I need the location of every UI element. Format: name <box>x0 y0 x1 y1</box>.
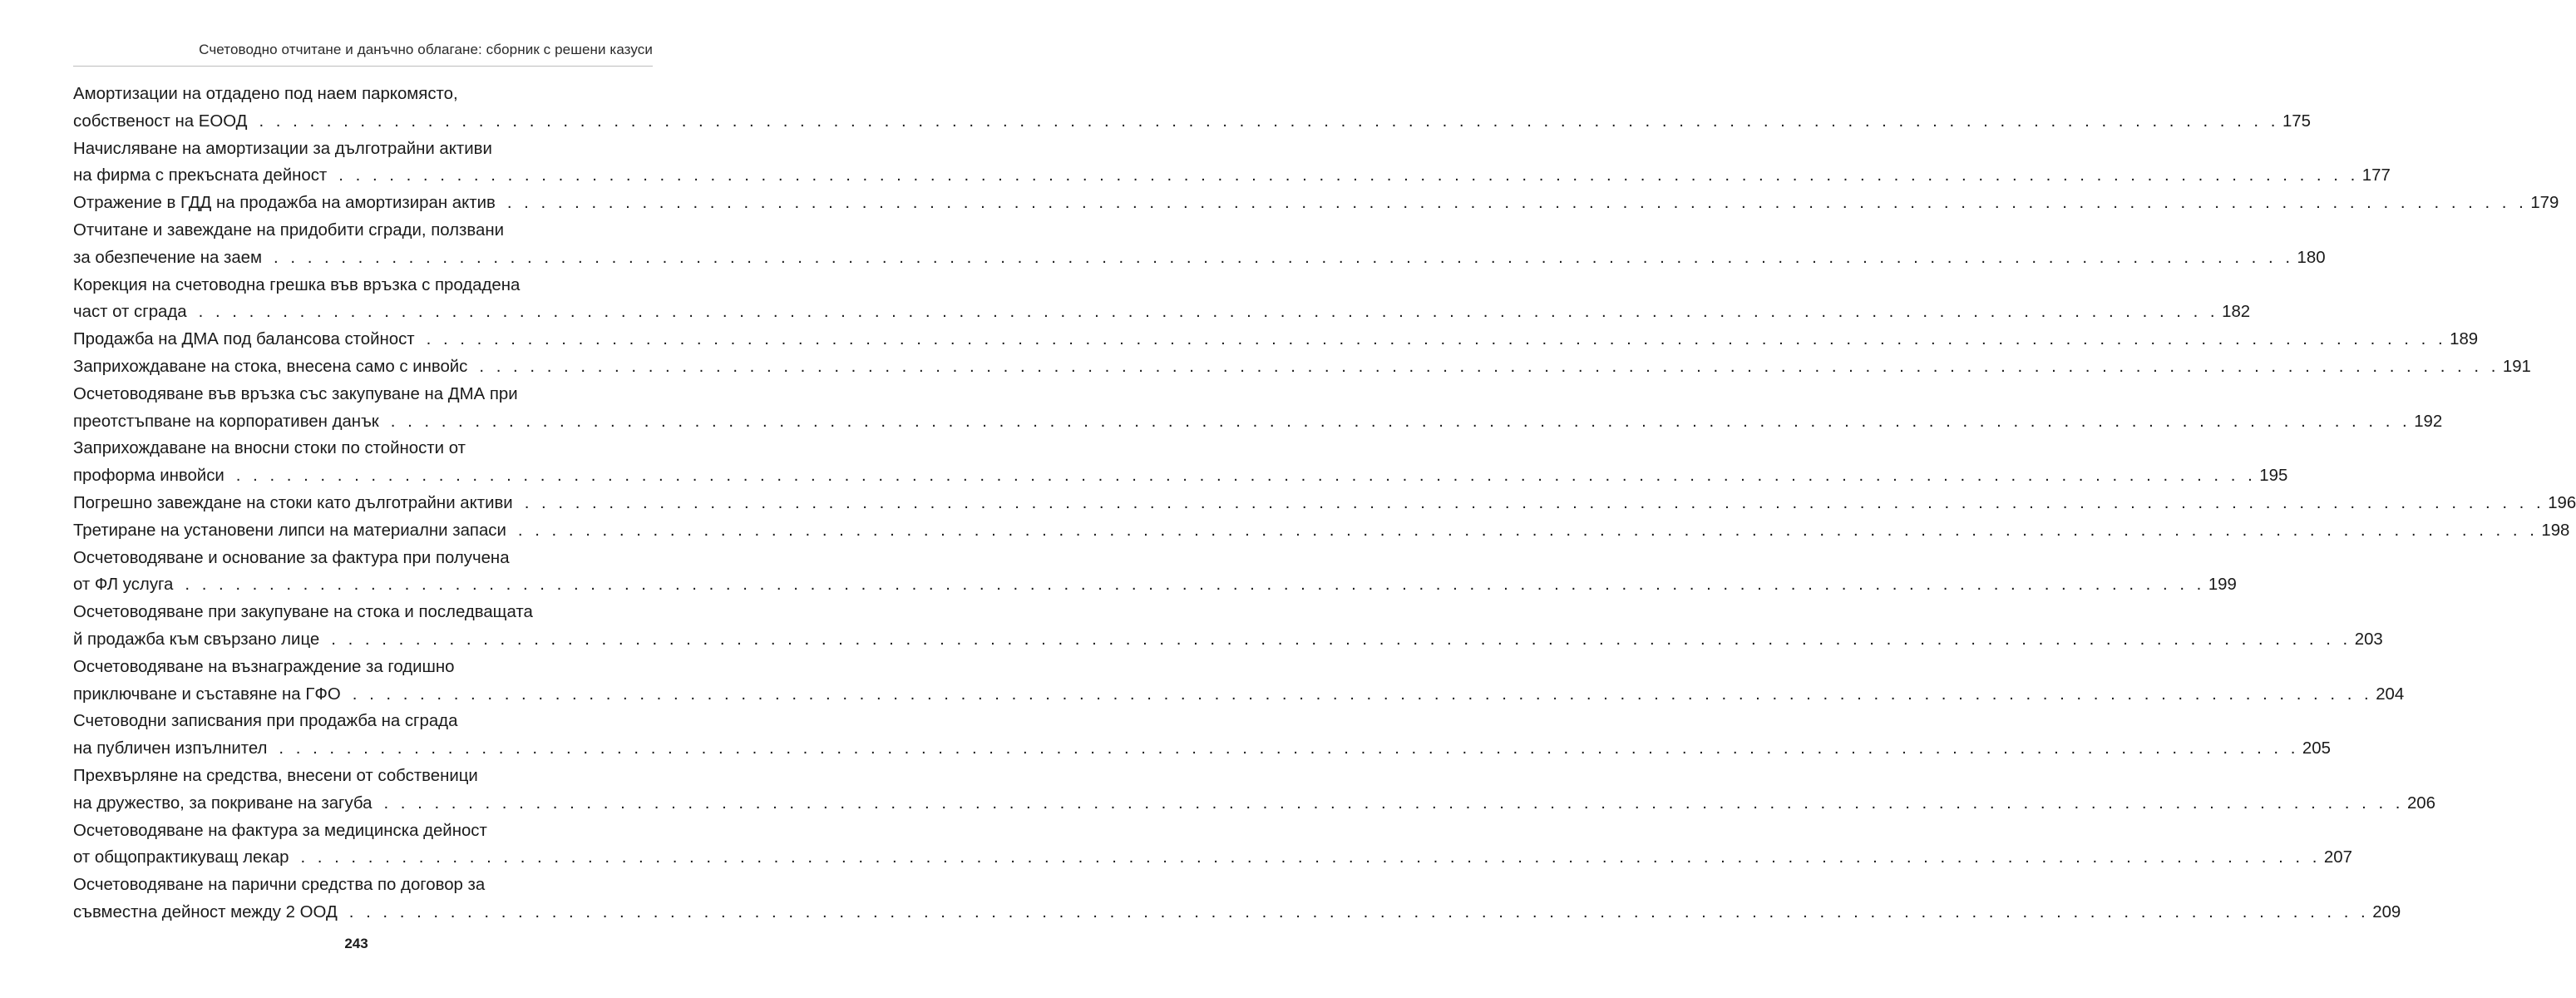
toc-page-number: 205 <box>2302 739 2331 758</box>
dot-leader: . . . . . . . . . . . . . . . . . . . . . . . . . . . . . . . . . . . . . . . . . . . . . . . . . . . . . . . . . . . . . . . . . . . . . . . . . . . . . . . . . . . . . . . . . . . . . . . . . . . . . . . . . . . . . . . . . . . . . . . . <box>331 630 2351 649</box>
toc-entry[interactable] <box>73 708 2331 763</box>
toc-entry[interactable] <box>73 326 2479 353</box>
dot-leader: . . . . . . . . . . . . . . . . . . . . . . . . . . . . . . . . . . . . . . . . . . . . . . . . . . . . . . . . . . . . . . . . . . . . . . . . . . . . . . . . . . . . . . . . . . . . . . . . . . . . . . . . . . . . . . . . . . . . . . . . <box>426 330 2447 349</box>
toc-entry-title-line: преотстъпване на корпоративен данък <box>73 412 379 431</box>
dot-leader: . . . . . . . . . . . . . . . . . . . . . . . . . . . . . . . . . . . . . . . . . . . . . . . . . . . . . . . . . . . . . . . . . . . . . . . . . . . . . . . . . . . . . . . . . . . . . . . . . . . . . . . . . . . . . . . . . . . . . . . . <box>259 111 2279 131</box>
dot-leader: . . . . . . . . . . . . . . . . . . . . . . . . . . . . . . . . . . . . . . . . . . . . . . . . . . . . . . . . . . . . . . . . . . . . . . . . . . . . . . . . . . . . . . . . . . . . . . . . . . . . . . . . . . . . . . . . . . . . . . . . <box>383 793 2404 813</box>
toc-entry-title-line: Заприхождаване на вносни стоки по стойности от <box>73 439 466 458</box>
toc-entry[interactable] <box>73 435 2288 490</box>
toc-entry-last-line <box>73 626 2383 654</box>
toc-entry-last-line <box>73 517 2570 545</box>
running-header: Счетоводно отчитане и данъчно облагане: сборник с решени казуси <box>199 42 653 57</box>
header-divider <box>73 66 653 67</box>
toc-entry[interactable] <box>73 872 2401 926</box>
toc-page-number: 203 <box>2354 630 2383 649</box>
toc-page-number: 179 <box>2530 194 2559 213</box>
toc-entry-title-line: Прехвърляне на средства, внесени от собственици <box>73 766 478 785</box>
toc-entry-title-line: Третиране на установени липси на материални запаси <box>73 521 506 540</box>
table-of-contents <box>73 81 2576 926</box>
toc-page-number: 182 <box>2222 303 2251 322</box>
dot-leader: . . . . . . . . . . . . . . . . . . . . . . . . . . . . . . . . . . . . . . . . . . . . . . . . . . . . . . . . . . . . . . . . . . . . . . . . . . . . . . . . . . . . . . . . . . . . . . . . . . . . . . . . . . . . . . . . . . . . . . . . <box>185 576 2205 595</box>
toc-entry-title-line: Осчетоводяване при закупуване на стока и последващата <box>73 603 533 622</box>
toc-entry-title-line: Амортизации на отдадено под наем паркомясто, <box>73 85 458 103</box>
toc-entry-last-line <box>73 245 2326 272</box>
dot-leader: . . . . . . . . . . . . . . . . . . . . . . . . . . . . . . . . . . . . . . . . . . . . . . . . . . . . . . . . . . . . . . . . . . . . . . . . . . . . . . . . . . . . . . . . . . . . . . . . . . . . . . . . . . . . . . . . . . . . . . . . <box>517 521 2539 540</box>
toc-entry-title-line: Счетоводни записвания при продажба на сграда <box>73 712 458 731</box>
toc-entry-last-line <box>73 353 2531 381</box>
toc-entry-last-line <box>73 162 2391 190</box>
toc-entry-last-line <box>73 108 2311 136</box>
page-number: 243 <box>344 936 368 951</box>
toc-entry[interactable] <box>73 381 2443 436</box>
toc-entry-title-line: от ФЛ услуга <box>73 576 174 595</box>
toc-entry-last-line <box>73 190 2559 217</box>
toc-entry-title-line: Осчетоводяване на фактура за медицинска дейност <box>73 821 487 840</box>
dot-leader: . . . . . . . . . . . . . . . . . . . . . . . . . . . . . . . . . . . . . . . . . . . . . . . . . . . . . . . . . . . . . . . . . . . . . . . . . . . . . . . . . . . . . . . . . . . . . . . . . . . . . . . . . . . . . . . . . . . . . . . . <box>279 739 2299 758</box>
toc-page-number: 198 <box>2541 521 2570 540</box>
toc-entry-title-line: й продажба към свързано лице <box>73 630 320 649</box>
dot-leader: . . . . . . . . . . . . . . . . . . . . . . . . . . . . . . . . . . . . . . . . . . . . . . . . . . . . . . . . . . . . . . . . . . . . . . . . . . . . . . . . . . . . . . . . . . . . . . . . . . . . . . . . . . . . . . . . . . . . . . . . <box>348 902 2370 921</box>
dot-leader: . . . . . . . . . . . . . . . . . . . . . . . . . . . . . . . . . . . . . . . . . . . . . . . . . . . . . . . . . . . . . . . . . . . . . . . . . . . . . . . . . . . . . . . . . . . . . . . . . . . . . . . . . . . . . . . . . . . . . . . . <box>198 303 2219 322</box>
toc-entry-title-line: проформа инвойси <box>73 467 225 486</box>
toc-page-number: 192 <box>2414 412 2443 431</box>
dot-leader: . . . . . . . . . . . . . . . . . . . . . . . . . . . . . . . . . . . . . . . . . . . . . . . . . . . . . . . . . . . . . . . . . . . . . . . . . . . . . . . . . . . . . . . . . . . . . . . . . . . . . . . . . . . . . . . . . . . . . . . . <box>274 248 2294 267</box>
toc-entry-last-line <box>73 899 2401 926</box>
toc-entry-title-line: Осчетоводяване във връзка със закупуване на ДМА при <box>73 384 518 403</box>
toc-entry[interactable] <box>73 763 2435 818</box>
dot-leader: . . . . . . . . . . . . . . . . . . . . . . . . . . . . . . . . . . . . . . . . . . . . . . . . . . . . . . . . . . . . . . . . . . . . . . . . . . . . . . . . . . . . . . . . . . . . . . . . . . . . . . . . . . . . . . . . . . . . . . . . <box>524 493 2545 512</box>
toc-entry-title-line: част от сграда <box>73 303 187 322</box>
toc-entry-title-line: приключване и съставяне на ГФО <box>73 684 341 704</box>
toc-entry-title-line: Отчитане и завеждане на придобити сгради, ползвани <box>73 220 504 240</box>
toc-page-number: 195 <box>2259 467 2288 486</box>
toc-entry[interactable] <box>73 81 2311 136</box>
dot-leader: . . . . . . . . . . . . . . . . . . . . . . . . . . . . . . . . . . . . . . . . . . . . . . . . . . . . . . . . . . . . . . . . . . . . . . . . . . . . . . . . . . . . . . . . . . . . . . . . . . . . . . . . . . . . . . . . . . . . . . . . <box>338 166 2359 185</box>
toc-entry[interactable] <box>73 272 2251 327</box>
toc-entry-last-line <box>73 571 2237 599</box>
toc-entry-title-line: Корекция на счетоводна грешка във връзка с продадена <box>73 275 521 294</box>
toc-entry[interactable] <box>73 545 2237 600</box>
toc-page-number: 189 <box>2450 330 2479 349</box>
toc-entry-title-line: на фирма с прекъсната дейност <box>73 166 328 185</box>
toc-entry-title-line: Заприхождаване на стока, внесена само с инвойс <box>73 357 468 376</box>
toc-page-number: 206 <box>2406 793 2435 813</box>
toc-page-number: 177 <box>2361 166 2391 185</box>
toc-entry[interactable] <box>73 818 2352 872</box>
toc-entry-last-line <box>73 735 2331 763</box>
toc-entry[interactable] <box>73 190 2559 217</box>
toc-entry-title-line: за обезпечение на заем <box>73 248 263 267</box>
toc-entry-title-line: на дружество, за покриване на загуба <box>73 793 373 813</box>
toc-entry-last-line <box>73 844 2352 872</box>
toc-page-number: 204 <box>2376 684 2405 704</box>
toc-entry-last-line <box>73 326 2479 353</box>
dot-leader: . . . . . . . . . . . . . . . . . . . . . . . . . . . . . . . . . . . . . . . . . . . . . . . . . . . . . . . . . . . . . . . . . . . . . . . . . . . . . . . . . . . . . . . . . . . . . . . . . . . . . . . . . . . . . . . . . . . . . . . . <box>390 412 2411 431</box>
dot-leader: . . . . . . . . . . . . . . . . . . . . . . . . . . . . . . . . . . . . . . . . . . . . . . . . . . . . . . . . . . . . . . . . . . . . . . . . . . . . . . . . . . . . . . . . . . . . . . . . . . . . . . . . . . . . . . . . . . . . . . . . <box>352 684 2373 704</box>
toc-entry-title-line: собственост на ЕООД <box>73 111 248 131</box>
toc-entry-title-line: съвместна дейност между 2 ООД <box>73 902 338 921</box>
toc-entry-last-line <box>73 408 2443 436</box>
dot-leader: . . . . . . . . . . . . . . . . . . . . . . . . . . . . . . . . . . . . . . . . . . . . . . . . . . . . . . . . . . . . . . . . . . . . . . . . . . . . . . . . . . . . . . . . . . . . . . . . . . . . . . . . . . . . . . . . . . . . . . . . <box>300 848 2321 867</box>
toc-page-number: 191 <box>2502 357 2531 376</box>
toc-page-number: 180 <box>2297 248 2326 267</box>
dot-leader: . . . . . . . . . . . . . . . . . . . . . . . . . . . . . . . . . . . . . . . . . . . . . . . . . . . . . . . . . . . . . . . . . . . . . . . . . . . . . . . . . . . . . . . . . . . . . . . . . . . . . . . . . . . . . . . . . . . . . . . . <box>506 194 2528 213</box>
toc-page-number: 175 <box>2282 111 2311 131</box>
toc-entry-title-line: на публичен изпълнител <box>73 739 268 758</box>
toc-page-number: 209 <box>2372 902 2401 921</box>
toc-entry-title-line: Отражение в ГДД на продажба на амортизиран актив <box>73 194 496 213</box>
toc-entry[interactable] <box>73 599 2383 654</box>
toc-entry-last-line <box>73 462 2288 490</box>
toc-entry[interactable] <box>73 490 2576 517</box>
toc-entry-title-line: Осчетоводяване на възнаграждение за годишно <box>73 657 455 676</box>
toc-entry-title-line: Продажба на ДМА под балансова стойност <box>73 330 415 349</box>
toc-entry-title-line: Осчетоводяване на парични средства по договор за <box>73 876 486 895</box>
toc-entry-last-line <box>73 790 2435 818</box>
toc-entry[interactable] <box>73 136 2391 190</box>
toc-entry-title-line: Начисляване на амортизации за дълготрайни активи <box>73 139 492 158</box>
dot-leader: . . . . . . . . . . . . . . . . . . . . . . . . . . . . . . . . . . . . . . . . . . . . . . . . . . . . . . . . . . . . . . . . . . . . . . . . . . . . . . . . . . . . . . . . . . . . . . . . . . . . . . . . . . . . . . . . . . . . . . . . <box>235 467 2257 486</box>
toc-entry[interactable] <box>73 517 2570 545</box>
toc-entry-title-line: от общопрактикуващ лекар <box>73 848 289 867</box>
dot-leader: . . . . . . . . . . . . . . . . . . . . . . . . . . . . . . . . . . . . . . . . . . . . . . . . . . . . . . . . . . . . . . . . . . . . . . . . . . . . . . . . . . . . . . . . . . . . . . . . . . . . . . . . . . . . . . . . . . . . . . . . <box>479 357 2500 376</box>
toc-entry[interactable] <box>73 217 2326 272</box>
toc-page-number: 207 <box>2323 848 2352 867</box>
toc-page-number: 199 <box>2208 576 2237 595</box>
toc-entry-title-line: Погрешно завеждане на стоки като дълготрайни активи <box>73 493 513 512</box>
toc-entry[interactable] <box>73 654 2405 709</box>
toc-entry-last-line <box>73 490 2576 517</box>
toc-entry-title-line: Осчетоводяване и основание за фактура при получена <box>73 548 510 567</box>
toc-entry-last-line <box>73 299 2251 326</box>
toc-entry-last-line <box>73 681 2405 709</box>
toc-page-number: 196 <box>2548 493 2576 512</box>
toc-entry[interactable] <box>73 353 2531 381</box>
